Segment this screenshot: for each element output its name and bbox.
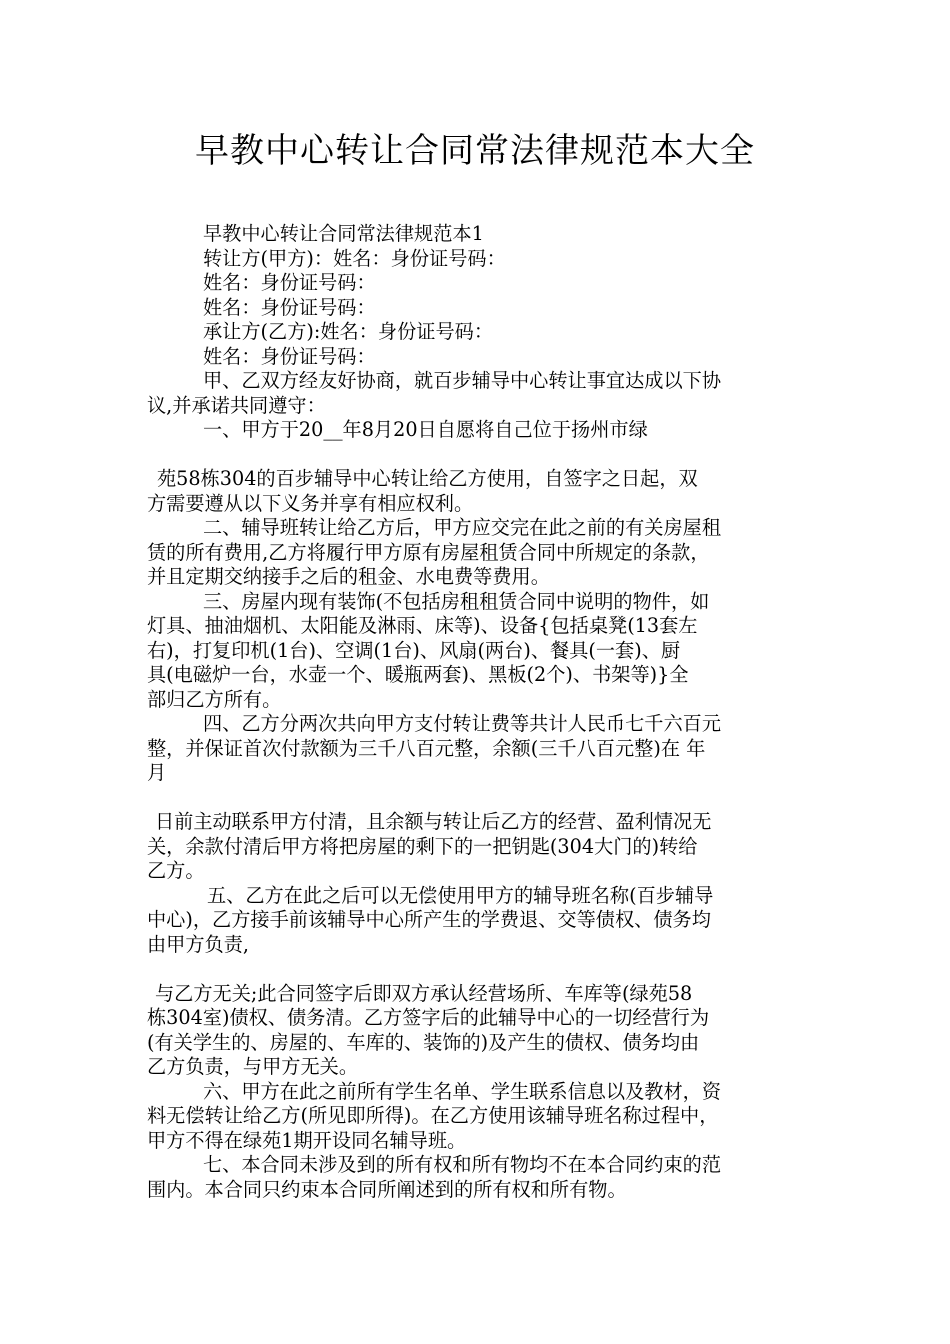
document-title: 早教中心转让合同常法律规范本大全 xyxy=(195,131,755,171)
doc-line: 五、乙方在此之后可以无偿使用甲方的辅导班名称(百步辅导 xyxy=(207,883,714,907)
doc-line: 灯具、抽油烟机、太阳能及淋雨、床等)、设备{包括桌凳(13套左 xyxy=(147,614,698,637)
doc-line: 与乙方无关;此合同签字后即双方承认经营场所、车库等(绿苑58 xyxy=(155,981,693,1005)
doc-line: 日前主动联系甲方付清，且余额与转让后乙方的经营、盈利情况无 xyxy=(155,810,712,833)
doc-line: 二、辅导班转让给乙方后，甲方应交完在此之前的有关房屋租 xyxy=(203,516,722,539)
doc-line: 甲方不得在绿苑1期开设同名辅导班。 xyxy=(147,1128,467,1152)
doc-line: 部归乙方所有。 xyxy=(147,687,282,711)
doc-line: 月 xyxy=(147,761,167,784)
doc-line: 三、房屋内现有装饰(不包括房租租赁合同中说明的物件，如 xyxy=(203,589,710,613)
doc-line: 整，并保证首次付款额为三千八百元整，余额(三千八百元整)在 年 xyxy=(147,736,706,760)
doc-line: 转让方(甲方)：姓名：身份证号码： xyxy=(203,246,506,270)
blank-line xyxy=(147,957,811,982)
doc-line: 右)，打复印机(1台)、空调(1台)、风扇(两台)、餐具(一套)、厨 xyxy=(147,638,681,662)
doc-line: 四、乙方分两次共向甲方支付转让费等共计人民币七千六百元 xyxy=(203,712,722,735)
doc-line: 姓名：身份证号码： xyxy=(203,271,376,294)
doc-line: 具(电磁炉一台，水壶一个、暖瓶两套)、黑板(2个)、书架等)}全 xyxy=(147,663,689,686)
doc-line: 姓名：身份证号码： xyxy=(203,344,376,368)
blank-line xyxy=(147,443,811,468)
doc-line: 甲、乙双方经友好协商，就百步辅导中心转让事宜达成以下协 xyxy=(203,369,722,392)
doc-line: 苑58栋304的百步辅导中心转让给乙方使用，自签字之日起，双 xyxy=(157,467,698,490)
doc-line: 七、本合同未涉及到的所有权和所有物均不在本合同约束的范 xyxy=(203,1153,722,1176)
doc-line: 中心)，乙方接手前该辅导中心所产生的学费退、交等债权、债务均 xyxy=(147,908,711,931)
doc-line: 六、甲方在此之前所有学生名单、学生联系信息以及教材，资 xyxy=(203,1079,722,1103)
doc-line: (有关学生的、房屋的、车库的、装饰的)及产生的债权、债务均由 xyxy=(147,1030,700,1054)
doc-line: 早教中心转让合同常法律规范本1 xyxy=(203,222,484,245)
doc-line: 赁的所有费用,乙方将履行甲方原有房屋租赁合同中所规定的条款， xyxy=(147,540,710,564)
doc-line: 料无偿转让给乙方(所见即所得)。在乙方使用该辅导班名称过程中， xyxy=(147,1104,719,1127)
doc-line: 议,并承诺共同遵守： xyxy=(147,393,326,417)
doc-line: 栋304室)债权、债务清。乙方签字后的此辅导中心的一切经营行为 xyxy=(147,1006,710,1029)
doc-line: 乙方。 xyxy=(147,859,205,882)
doc-line: 承让方(乙方):姓名：身份证号码： xyxy=(203,320,494,343)
document-body xyxy=(147,222,811,1202)
doc-line: 由甲方负责, xyxy=(147,932,250,956)
doc-line: 围内。本合同只约束本合同所阐述到的所有权和所有物。 xyxy=(147,1177,627,1201)
doc-line: 乙方负责，与甲方无关。 xyxy=(147,1055,359,1078)
blank-line xyxy=(147,786,811,811)
doc-line: 方需要遵从以下义务并享有相应权利。 xyxy=(147,491,474,515)
doc-line: 并且定期交纳接手之后的租金、水电费等费用。 xyxy=(147,565,550,588)
doc-line: 一、甲方于20__年8月20日自愿将自己位于扬州市绿 xyxy=(203,418,648,441)
doc-line: 关，余款付清后甲方将把房屋的剩下的一把钥匙(304大门的)转给 xyxy=(147,834,698,858)
doc-line: 姓名：身份证号码： xyxy=(203,295,376,319)
